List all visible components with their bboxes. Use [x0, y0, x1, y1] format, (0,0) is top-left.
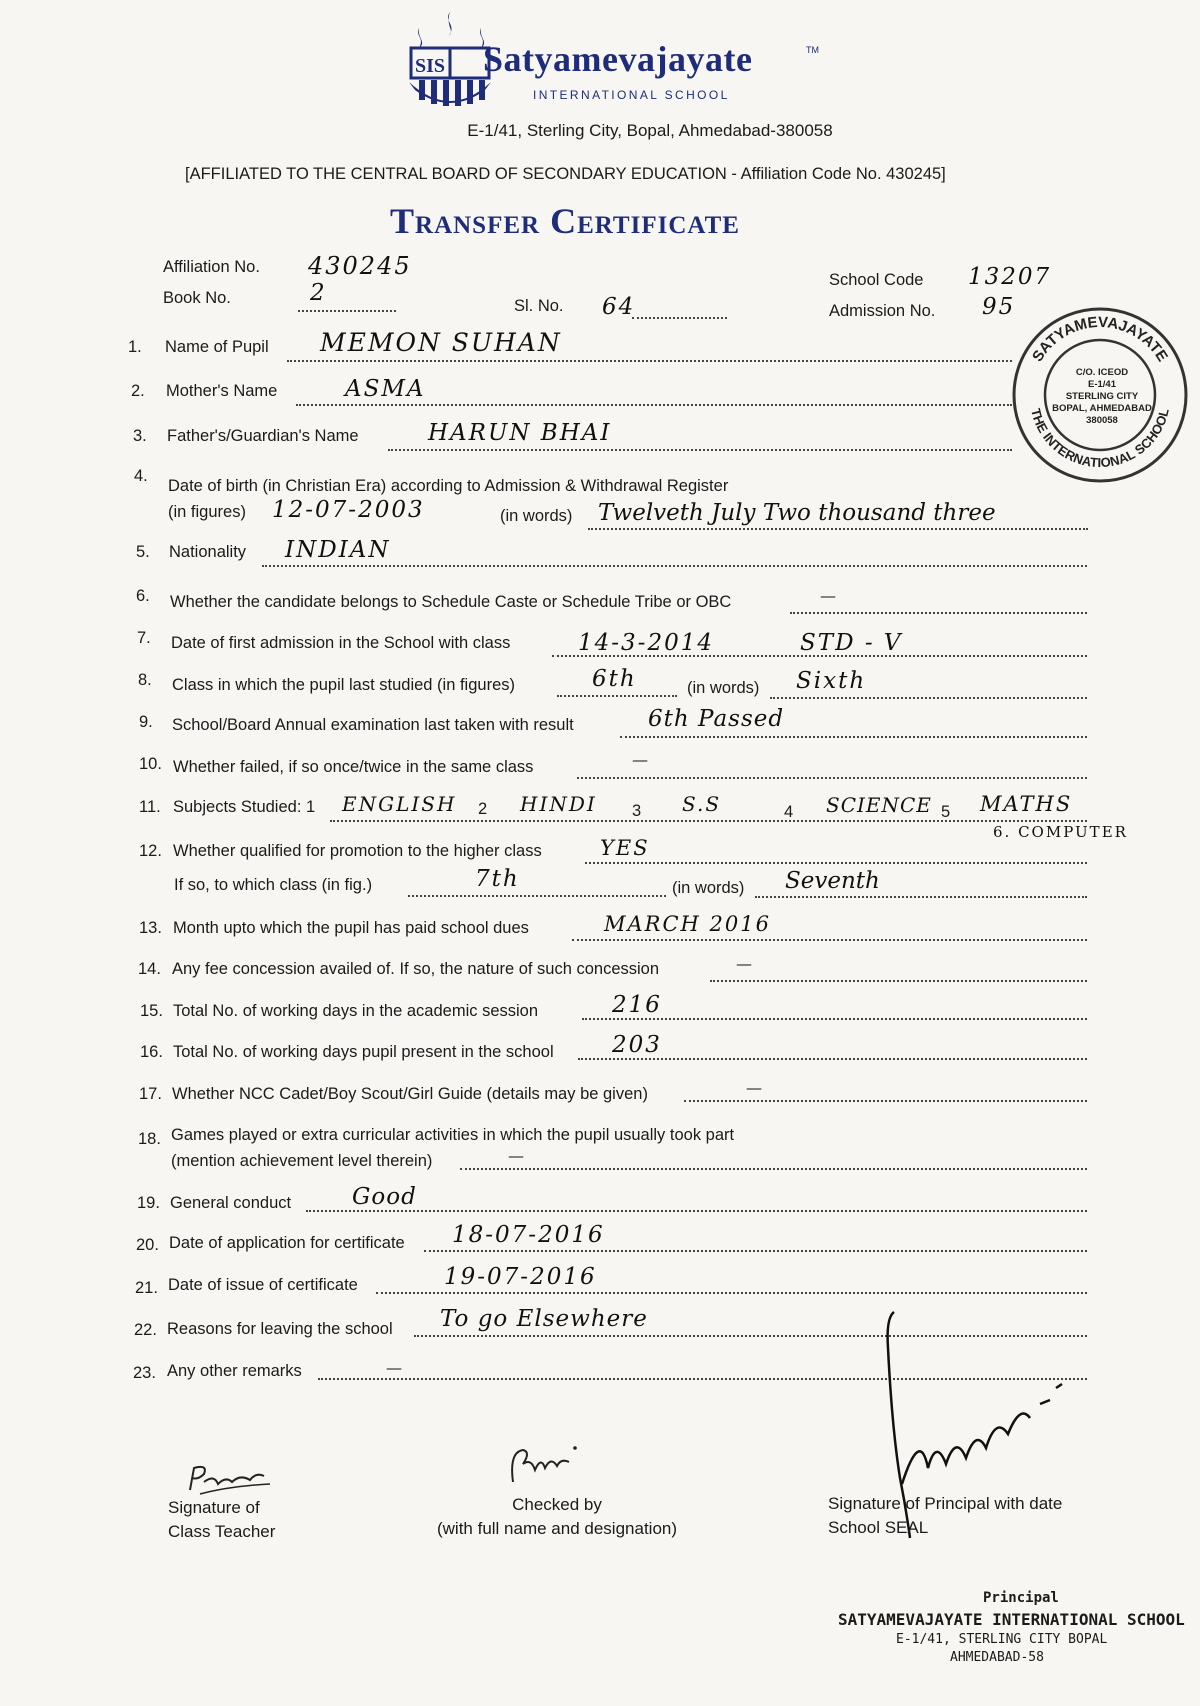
- ncc-value: —: [746, 1078, 764, 1097]
- dob-figures-label: (in figures): [168, 503, 246, 521]
- item-7-label: Date of first admission in the School with class: [171, 634, 511, 652]
- seal-line-1: C/O. ICEOD: [1075, 367, 1129, 378]
- checked-by-label-line1: Checked by: [512, 1495, 602, 1514]
- item-21-label: Date of issue of certificate: [168, 1276, 358, 1294]
- item-7-number: 7.: [137, 629, 151, 647]
- school-code-value: 13207: [968, 264, 1052, 290]
- item-9-dots: [620, 736, 1087, 738]
- class-teacher-label-line2: Class Teacher: [168, 1522, 276, 1541]
- school-rubber-seal: [1010, 305, 1190, 485]
- sl-no-dots: [632, 317, 727, 319]
- item-19-label: General conduct: [170, 1194, 292, 1212]
- dob-figures-value: 12-07-2003: [272, 497, 425, 523]
- item-8-label: Class in which the pupil last studied (in figures): [172, 676, 515, 694]
- book-no-dots: [298, 310, 396, 312]
- item-13-dots: [572, 939, 1087, 941]
- item-13-label: Month upto which the pupil has paid school dues: [173, 919, 529, 937]
- item-23-number: 23.: [133, 1364, 156, 1382]
- subject-2-value: HINDI: [520, 792, 597, 816]
- promotion-words-value: Seventh: [785, 868, 880, 894]
- promotion-words-label: (in words): [672, 879, 745, 897]
- class-teacher-signature-label: [168, 1496, 275, 1544]
- last-class-words-value: Sixth: [796, 668, 867, 694]
- mother-name-value: ASMA: [345, 376, 426, 402]
- item-13-number: 13.: [139, 919, 162, 937]
- item-18-sublabel: (mention achievement level therein): [171, 1152, 433, 1170]
- item-12-number: 12.: [139, 842, 162, 860]
- activities-value: —: [508, 1146, 526, 1165]
- item-6-label: Whether the candidate belongs to Schedule Caste or Schedule Tribe or OBC: [170, 593, 732, 611]
- principal-stamp-school: SATYAMEVAJAYATE INTERNATIONAL SCHOOL: [838, 1610, 1185, 1629]
- application-date-value: 18-07-2016: [452, 1222, 605, 1248]
- promotion-class-fig-value: 7th: [475, 866, 520, 892]
- failed-value: —: [632, 750, 650, 769]
- item-11-dots: [330, 820, 1087, 822]
- certificate-title: Transfer Certificate: [390, 201, 740, 241]
- item-5-dots: [262, 565, 1087, 567]
- principal-stamp-address-2: AHMEDABAD-58: [950, 1650, 1044, 1665]
- item-21-number: 21.: [135, 1279, 158, 1297]
- subject-3-value: S.S: [682, 792, 722, 816]
- caste-value: —: [820, 586, 838, 605]
- checked-by-label-line2: (with full name and designation): [436, 1519, 678, 1538]
- subject-1-value: ENGLISH: [342, 792, 457, 816]
- item-3-dots: [388, 449, 1012, 451]
- other-remarks-value: —: [386, 1358, 404, 1377]
- item-12-dots: [585, 862, 1087, 864]
- principal-label-line2: School SEAL: [828, 1518, 929, 1537]
- item-18-number: 18.: [138, 1130, 161, 1148]
- father-name-value: HARUN BHAI: [428, 420, 612, 446]
- principal-signature-label: [828, 1492, 1062, 1540]
- nationality-value: INDIAN: [285, 537, 391, 563]
- checker-signature: [505, 1442, 585, 1492]
- item-3-label: Father's/Guardian's Name: [167, 427, 359, 445]
- item-14-number: 14.: [138, 960, 161, 978]
- item-16-dots: [578, 1058, 1087, 1060]
- class-teacher-signature: [180, 1460, 280, 1500]
- leaving-reason-value: To go Elsewhere: [440, 1306, 648, 1332]
- item-20-number: 20.: [136, 1236, 159, 1254]
- subject-6-value: 6. COMPUTER: [993, 823, 1128, 841]
- affiliation-no-value: 430245: [308, 252, 412, 280]
- item-4-label: Date of birth (in Christian Era) according to Admission & Withdrawal Register: [168, 477, 729, 495]
- seal-line-3: STERLING CITY: [1065, 391, 1139, 402]
- school-logo-emblem: [405, 10, 495, 110]
- item-17-label: Whether NCC Cadet/Boy Scout/Girl Guide (details may be given): [172, 1085, 648, 1103]
- pupil-name-value: MEMON SUHAN: [320, 328, 562, 357]
- item-15-number: 15.: [140, 1002, 163, 1020]
- item-2-dots: [296, 404, 1012, 406]
- subject-2-number: 2: [478, 800, 488, 818]
- subject-4-value: SCIENCE: [826, 793, 932, 817]
- item-18-label: Games played or extra curricular activities in which the pupil usually took part: [171, 1126, 735, 1144]
- item-10-dots: [577, 777, 1087, 779]
- logo-text: SIS: [415, 55, 446, 77]
- item-5-label: Nationality: [169, 543, 247, 561]
- working-days-value: 216: [612, 992, 662, 1018]
- affiliation-no-label: Affiliation No.: [163, 258, 260, 276]
- subject-5-value: MATHS: [980, 792, 1073, 816]
- book-no-value: 2: [310, 280, 327, 306]
- school-subtitle: INTERNATIONAL SCHOOL: [533, 88, 730, 102]
- last-class-words-dots: [770, 697, 1087, 699]
- item-8-number: 8.: [138, 671, 152, 689]
- school-name: Satyamevajayate: [483, 39, 753, 79]
- item-10-label: Whether failed, if so once/twice in the same class: [173, 758, 534, 776]
- item-22-label: Reasons for leaving the school: [167, 1320, 393, 1338]
- subject-4-number: 4: [784, 803, 794, 821]
- conduct-value: Good: [352, 1184, 417, 1210]
- principal-stamp-address-1: E-1/41, STERLING CITY BOPAL: [896, 1632, 1108, 1647]
- item-10-number: 10.: [139, 755, 162, 773]
- school-address: E-1/41, Sterling City, Bopal, Ahmedabad-380058: [467, 121, 833, 140]
- item-16-label: Total No. of working days pupil present in the school: [173, 1043, 554, 1061]
- promotion-class-label: If so, to which class (in fig.): [174, 876, 373, 894]
- subject-5-number: 5: [941, 803, 951, 821]
- item-12-label: Whether qualified for promotion to the higher class: [173, 842, 542, 860]
- school-code-label: School Code: [829, 271, 924, 289]
- item-5-number: 5.: [136, 543, 150, 561]
- principal-stamp-title: Principal: [983, 1590, 1059, 1606]
- promotion-words-dots: [755, 896, 1087, 898]
- item-4-number: 4.: [134, 467, 148, 485]
- checked-by-label: [432, 1493, 682, 1541]
- days-present-value: 203: [612, 1032, 662, 1058]
- first-admission-class-value: STD - V: [800, 630, 903, 656]
- seal-ring-top: SATYAMEVAJAYATE: [1029, 313, 1171, 365]
- subject-3-number: 3: [632, 802, 642, 820]
- last-class-fig-value: 6th: [592, 666, 637, 692]
- promotion-class-fig-dots: [408, 895, 666, 897]
- seal-line-2: E-1/41: [1088, 379, 1116, 390]
- item-2-label: Mother's Name: [166, 382, 278, 400]
- last-class-words-label: (in words): [687, 679, 760, 697]
- book-no-label: Book No.: [163, 289, 231, 307]
- dues-month-value: MARCH 2016: [604, 912, 771, 936]
- item-9-label: School/Board Annual examination last taken with result: [172, 716, 574, 734]
- promotion-value: YES: [600, 836, 650, 860]
- item-11-label: Subjects Studied: 1: [173, 798, 316, 816]
- dob-words-dots: [588, 528, 1088, 530]
- item-19-dots: [306, 1210, 1087, 1212]
- item-21-dots: [376, 1292, 1087, 1294]
- seal-line-5: 380058: [1086, 415, 1118, 426]
- item-2-number: 2.: [131, 382, 145, 400]
- trademark-symbol: TM: [806, 45, 819, 55]
- affiliation-line: [AFFILIATED TO THE CENTRAL BOARD OF SECONDARY EDUCATION - Affiliation Code No. 430245]: [185, 165, 946, 183]
- item-1-number: 1.: [128, 338, 142, 356]
- item-1-label: Name of Pupil: [165, 338, 269, 356]
- dob-words-label: (in words): [500, 507, 573, 525]
- item-16-number: 16.: [140, 1043, 163, 1061]
- last-class-fig-dots: [557, 695, 677, 697]
- principal-label-line1: Signature of Principal with date: [828, 1494, 1063, 1513]
- item-17-dots: [684, 1100, 1087, 1102]
- item-15-dots: [582, 1018, 1087, 1020]
- item-19-number: 19.: [137, 1194, 160, 1212]
- sl-no-value: 64: [602, 294, 636, 320]
- item-20-dots: [424, 1250, 1087, 1252]
- item-18-dots: [460, 1168, 1087, 1170]
- item-9-number: 9.: [139, 713, 153, 731]
- seal-ring-bottom: THE INTERNATIONAL SCHOOL: [1028, 406, 1172, 471]
- item-14-dots: [710, 980, 1087, 982]
- item-11-number: 11.: [139, 798, 161, 816]
- item-1-dots: [287, 360, 1012, 362]
- seal-line-4: BOPAL, AHMEDABAD: [1052, 403, 1152, 414]
- admission-no-label: Admission No.: [829, 302, 936, 320]
- class-teacher-label-line1: Signature of: [168, 1498, 260, 1517]
- item-6-dots: [790, 612, 1087, 614]
- item-14-label: Any fee concession availed of. If so, the nature of such concession: [172, 960, 660, 978]
- item-23-label: Any other remarks: [167, 1362, 302, 1380]
- admission-no-value: 95: [982, 294, 1016, 320]
- item-20-label: Date of application for certificate: [169, 1234, 405, 1252]
- last-exam-result-value: 6th Passed: [648, 706, 785, 732]
- first-admission-date-value: 14-3-2014: [578, 630, 714, 656]
- issue-date-value: 19-07-2016: [444, 1264, 597, 1290]
- item-6-number: 6.: [136, 587, 150, 605]
- item-22-number: 22.: [134, 1321, 157, 1339]
- item-3-number: 3.: [133, 427, 147, 445]
- sl-no-label: Sl. No.: [514, 297, 564, 315]
- fee-concession-value: —: [736, 954, 754, 973]
- item-15-label: Total No. of working days in the academic session: [173, 1002, 539, 1020]
- dob-words-value: Twelveth July Two thousand three: [598, 500, 996, 526]
- item-17-number: 17.: [139, 1085, 162, 1103]
